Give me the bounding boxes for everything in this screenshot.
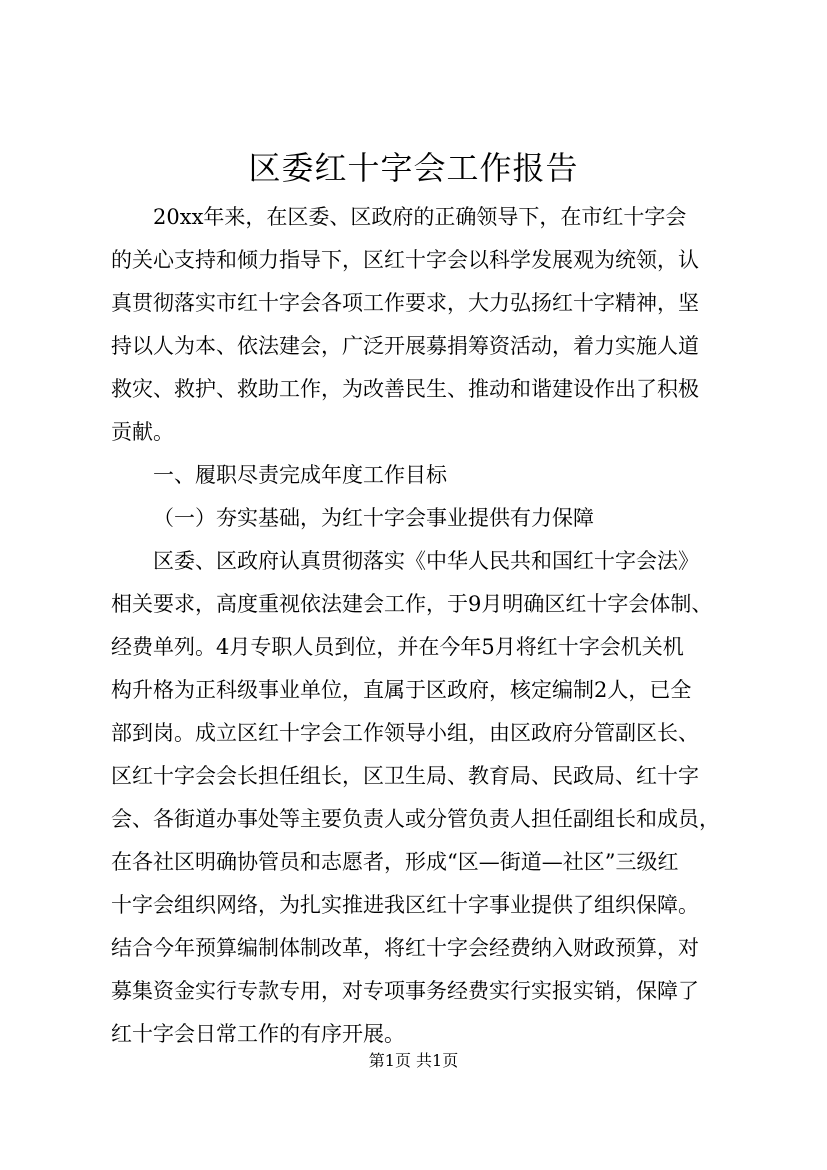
subsection-heading: （一）夯实基础，为红十字会事业提供有力保障 [153, 506, 594, 530]
paragraph-line: 持以人为本、依法建会，广泛开展募捐筹资活动，着力实施人道 [111, 334, 699, 358]
paragraph-line: 救灾、救护、救助工作，为改善民生、推动和谐建设作出了积极 [111, 377, 699, 401]
page-footer: 第1页 共1页 [368, 1051, 459, 1070]
paragraph-line: 十字会组织网络，为扎实推进我区红十字事业提供了组织保障。 [111, 893, 699, 917]
paragraph-line: 在各社区明确协管员和志愿者，形成“区—街道—社区”三级红 [111, 850, 679, 874]
paragraph-line: 会、各街道办事处等主要负责人或分管负责人担任副组长和成员， [111, 807, 720, 831]
paragraph-line: 相关要求，高度重视依法建会工作，于9月明确区红十字会体制、 [111, 592, 713, 616]
paragraph-line: 区委、区政府认真贯彻落实《中华人民共和国红十字会法》 [153, 549, 699, 573]
paragraph-line: 的关心支持和倾力指导下，区红十字会以科学发展观为统领，认 [111, 248, 699, 272]
section-heading: 一、履职尽责完成年度工作目标 [153, 463, 447, 487]
paragraph-line: 红十字会日常工作的有序开展。 [111, 1022, 405, 1046]
paragraph-line: 募集资金实行专款专用，对专项事务经费实行实报实销，保障了 [111, 979, 699, 1003]
document-title: 区委红十字会工作报告 [248, 149, 579, 187]
paragraph-line: 真贯彻落实市红十字会各项工作要求，大力弘扬红十字精神，坚 [111, 291, 699, 315]
paragraph-line: 结合今年预算编制体制改革，将红十字会经费纳入财政预算，对 [111, 936, 699, 960]
paragraph-line: 构升格为正科级事业单位，直属于区政府，核定编制2人，已全 [111, 678, 692, 702]
document-body [111, 196, 727, 1056]
paragraph-line: 20xx年来，在区委、区政府的正确领导下，在市红十字会 [153, 205, 687, 229]
paragraph-line: 区红十字会会长担任组长，区卫生局、教育局、民政局、红十字 [111, 764, 699, 788]
paragraph-line: 经费单列。4月专职人员到位，并在今年5月将红十字会机关机 [111, 635, 684, 659]
paragraph-line: 贡献。 [111, 420, 174, 444]
paragraph-line: 部到岗。成立区红十字会工作领导小组，由区政府分管副区长、 [111, 721, 699, 745]
